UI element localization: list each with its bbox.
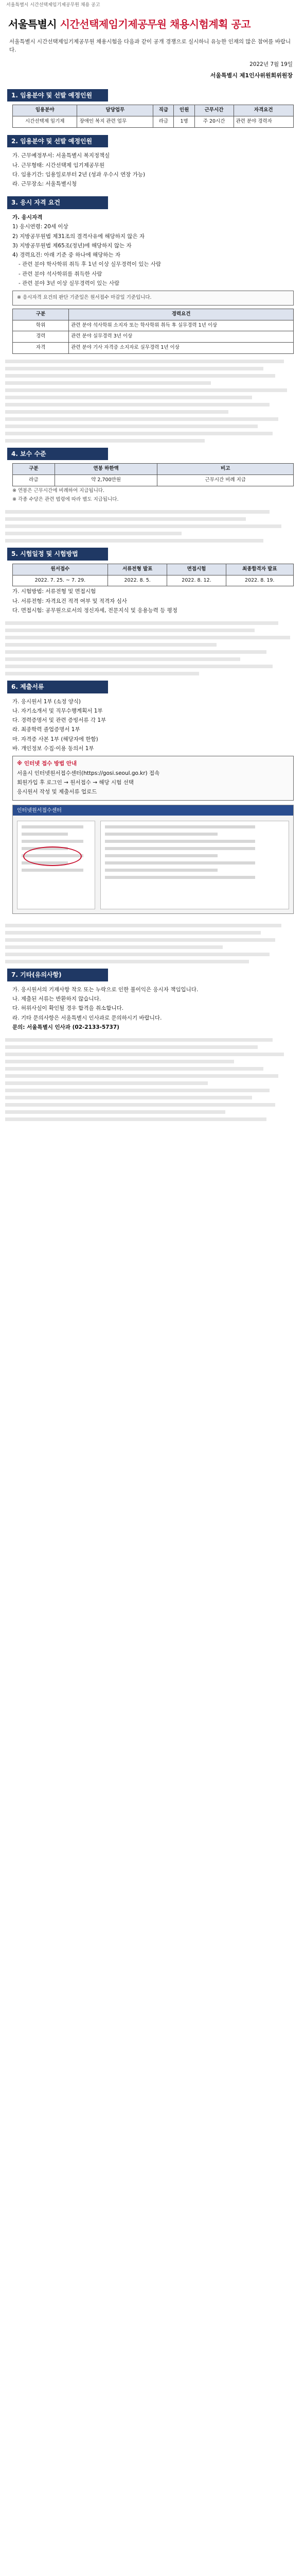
th-qual: 자격요건 <box>234 105 294 116</box>
table-row <box>13 116 294 128</box>
td-grade: 라급 <box>13 475 55 486</box>
body-text-block <box>0 924 304 963</box>
th-hours: 근무시간 <box>194 105 234 116</box>
table-row <box>13 475 294 486</box>
list-item: 가. 응시원서의 기재사항 착오 또는 누락으로 인한 불이익은 응시자 책임입니다. <box>12 986 199 993</box>
list-item: 나. 자기소개서 및 직무수행계획서 1부 <box>12 707 103 714</box>
td-final: 2022. 8. 19. <box>226 575 293 586</box>
title-area <box>0 9 304 35</box>
list-item: 다. 면접시험: 공무원으로서의 정신자세, 전문지식 및 응용능력 등 평정 <box>12 607 177 614</box>
salary-note: ※ 각종 수당은 관련 법령에 따라 별도 지급됩니다. <box>12 496 119 502</box>
list-item: 마. 자격증 사본 1부 (해당자에 한함) <box>12 736 98 742</box>
list-item: 다. 경력증명서 및 관련 증빙서류 각 1부 <box>12 717 106 724</box>
section-6 <box>7 681 297 920</box>
list-item: 회원가입 후 로그인 → 원서접수 → 해당 시험 선택 <box>17 779 134 786</box>
intro-text: 서울특별시 시간선택제임기제공무원 채용시험을 다음과 같이 공개 경쟁으로 실시하니 유능한 인재의 많은 참여를 바랍니다. <box>9 38 291 54</box>
website-screenshot-illustration <box>12 805 294 914</box>
list-item: 라. 근무장소: 서울특별시청 <box>12 181 77 188</box>
list-item: 4) 경력요건: 아래 기준 중 하나에 해당하는 자 <box>12 252 121 259</box>
salary-note: ※ 연봉은 근무시간에 비례하여 지급됩니다. <box>12 487 105 494</box>
section-7 <box>7 969 297 1035</box>
list-item: 1) 응시연령: 20세 이상 <box>12 224 68 230</box>
section-6-title: 6. 제출서류 <box>7 681 108 693</box>
list-item: 나. 서류전형: 자격요건 적격 여부 및 적격자 심사 <box>12 598 127 604</box>
td-type: 학위 <box>13 320 69 331</box>
table-row <box>13 331 294 343</box>
career-table <box>12 309 294 354</box>
list-item: - 관련 분야 3년 이상 실무경력이 있는 사람 <box>19 280 120 286</box>
list-item: - 관련 분야 학사학위 취득 후 1년 이상 실무경력이 있는 사람 <box>19 261 162 268</box>
th-count: 인원 <box>174 105 194 116</box>
td-salary: 약 2,700만원 <box>55 475 157 486</box>
section-7-title: 7. 기타(유의사항) <box>7 969 108 981</box>
section-5 <box>7 548 297 618</box>
section-1 <box>7 89 297 130</box>
list-item: 응시원서 작성 및 제출서류 업로드 <box>17 789 97 795</box>
th-grade: 직급 <box>153 105 174 116</box>
th-final: 최종합격자 발표 <box>226 564 293 575</box>
list-item: 바. 개인정보 수집·이용 동의서 1부 <box>12 745 94 752</box>
list-item: - 관련 분야 석사학위를 취득한 사람 <box>19 270 102 277</box>
section-4-title: 4. 보수 수준 <box>7 448 108 461</box>
section-3 <box>7 196 297 355</box>
section-3-title: 3. 응시 자격 요건 <box>7 196 108 209</box>
th-apply: 원서접수 <box>13 564 108 575</box>
th-requirement: 경력요건 <box>69 309 294 320</box>
td-requirement: 관련 분야 실무경력 3년 이상 <box>69 331 294 343</box>
list-item: 3) 지방공무원법 제65조(정년)에 해당하지 않는 자 <box>12 242 132 249</box>
list-item: 나. 제출된 서류는 반환하지 않습니다. <box>12 996 101 1003</box>
list-item: 2) 지방공무원법 제31조의 결격사유에 해당하지 않은 자 <box>12 233 145 240</box>
section-1-title: 1. 임용분야 및 선발 예정인원 <box>7 89 108 102</box>
table-row <box>13 320 294 331</box>
schedule-table <box>12 564 294 586</box>
online-apply-title: ※ 인터넷 접수 방법 안내 <box>17 760 77 767</box>
td-interview: 2022. 8. 12. <box>167 575 226 586</box>
section-5-title: 5. 시험일정 및 시험방법 <box>7 548 108 561</box>
td-requirement: 관련 분야 석사학위 소지자 또는 학사학위 취득 후 실무경력 1년 이상 <box>69 320 294 331</box>
td-type: 경력 <box>13 331 69 343</box>
list-item: 나. 근무형태: 시간선택제 임기제공무원 <box>12 162 105 168</box>
announcement-date: 2022년 7월 19일 <box>249 61 293 68</box>
th-grade: 구분 <box>13 464 55 475</box>
table-row <box>13 343 294 354</box>
list-item: 다. 임용기간: 임용일로부터 2년 (성과 우수시 연장 가능) <box>12 171 146 178</box>
list-item: 가. 시험방법: 서류전형 및 면접시험 <box>12 588 96 595</box>
position-table <box>12 105 294 127</box>
td-grade: 라급 <box>153 116 174 128</box>
title-main: 시간선택제임기제공무원 채용시험계획 공고 <box>60 18 251 30</box>
td-apply: 2022. 7. 25. ~ 7. 29. <box>13 575 108 586</box>
td-count: 1명 <box>174 116 194 128</box>
td-field: 시간선택제 임기제 <box>13 116 77 128</box>
th-remark: 비고 <box>157 464 294 475</box>
td-doc-result: 2022. 8. 5. <box>108 575 167 586</box>
body-text-block <box>0 621 304 675</box>
body-text-block <box>0 510 304 543</box>
body-text-block <box>0 1038 304 1121</box>
td-requirement: 관련 분야 기사 자격증 소지자로 실무경력 1년 이상 <box>69 343 294 354</box>
list-item: 가. 응시원서 1부 (소정 양식) <box>12 698 81 705</box>
td-type: 자격 <box>13 343 69 354</box>
th-doc-result: 서류전형 발표 <box>108 564 167 575</box>
section-4 <box>7 448 297 506</box>
eligibility-note: ※ 응시자격 요건의 판단 기준일은 원서접수 마감일 기준입니다. <box>12 291 294 306</box>
th-type: 구분 <box>13 309 69 320</box>
title-prefix: 서울특별시 <box>8 18 57 30</box>
document-title <box>8 16 296 32</box>
td-duty: 장애인 복지 관련 업무 <box>77 116 153 128</box>
eligibility-heading: 가. 응시자격 <box>12 214 43 221</box>
th-salary: 연봉 하한액 <box>55 464 157 475</box>
list-item: 가. 근무예정부서: 서울특별시 복지정책실 <box>12 152 110 159</box>
salary-table <box>12 463 294 486</box>
th-duty: 담당업무 <box>77 105 153 116</box>
section-2 <box>7 135 297 192</box>
top-note: 서울특별시 시간선택제임기제공무원 채용 공고 <box>6 3 100 8</box>
contact-line: 문의: 서울특별시 인사과 (02-2133-5737) <box>12 1024 119 1030</box>
list-item: 서울시 인터넷원서접수센터(https://gosi.seoul.go.kr) 접속 <box>17 770 160 776</box>
list-item: 다. 허위사실이 확인될 경우 합격을 취소합니다. <box>12 1005 124 1012</box>
th-field: 임용분야 <box>13 105 77 116</box>
section-2-title: 2. 임용분야 및 선발 예정인원 <box>7 135 108 148</box>
th-interview: 면접시험 <box>167 564 226 575</box>
list-item: 라. 기타 문의사항은 서울특별시 인사과로 문의하시기 바랍니다. <box>12 1014 162 1021</box>
illustration-main <box>100 821 289 909</box>
table-row <box>13 575 294 586</box>
issuing-org: 서울특별시 제1인사위원회위원장 <box>210 72 293 79</box>
td-remark: 근무시간 비례 지급 <box>157 475 294 486</box>
body-text-block <box>0 360 304 443</box>
online-apply-box <box>12 756 294 801</box>
td-hours: 주 20시간 <box>194 116 234 128</box>
td-qual: 관련 분야 경력자 <box>234 116 294 128</box>
illustration-header: 인터넷원서접수센터 <box>13 805 293 816</box>
list-item: 라. 최종학력 졸업증명서 1부 <box>12 726 80 733</box>
